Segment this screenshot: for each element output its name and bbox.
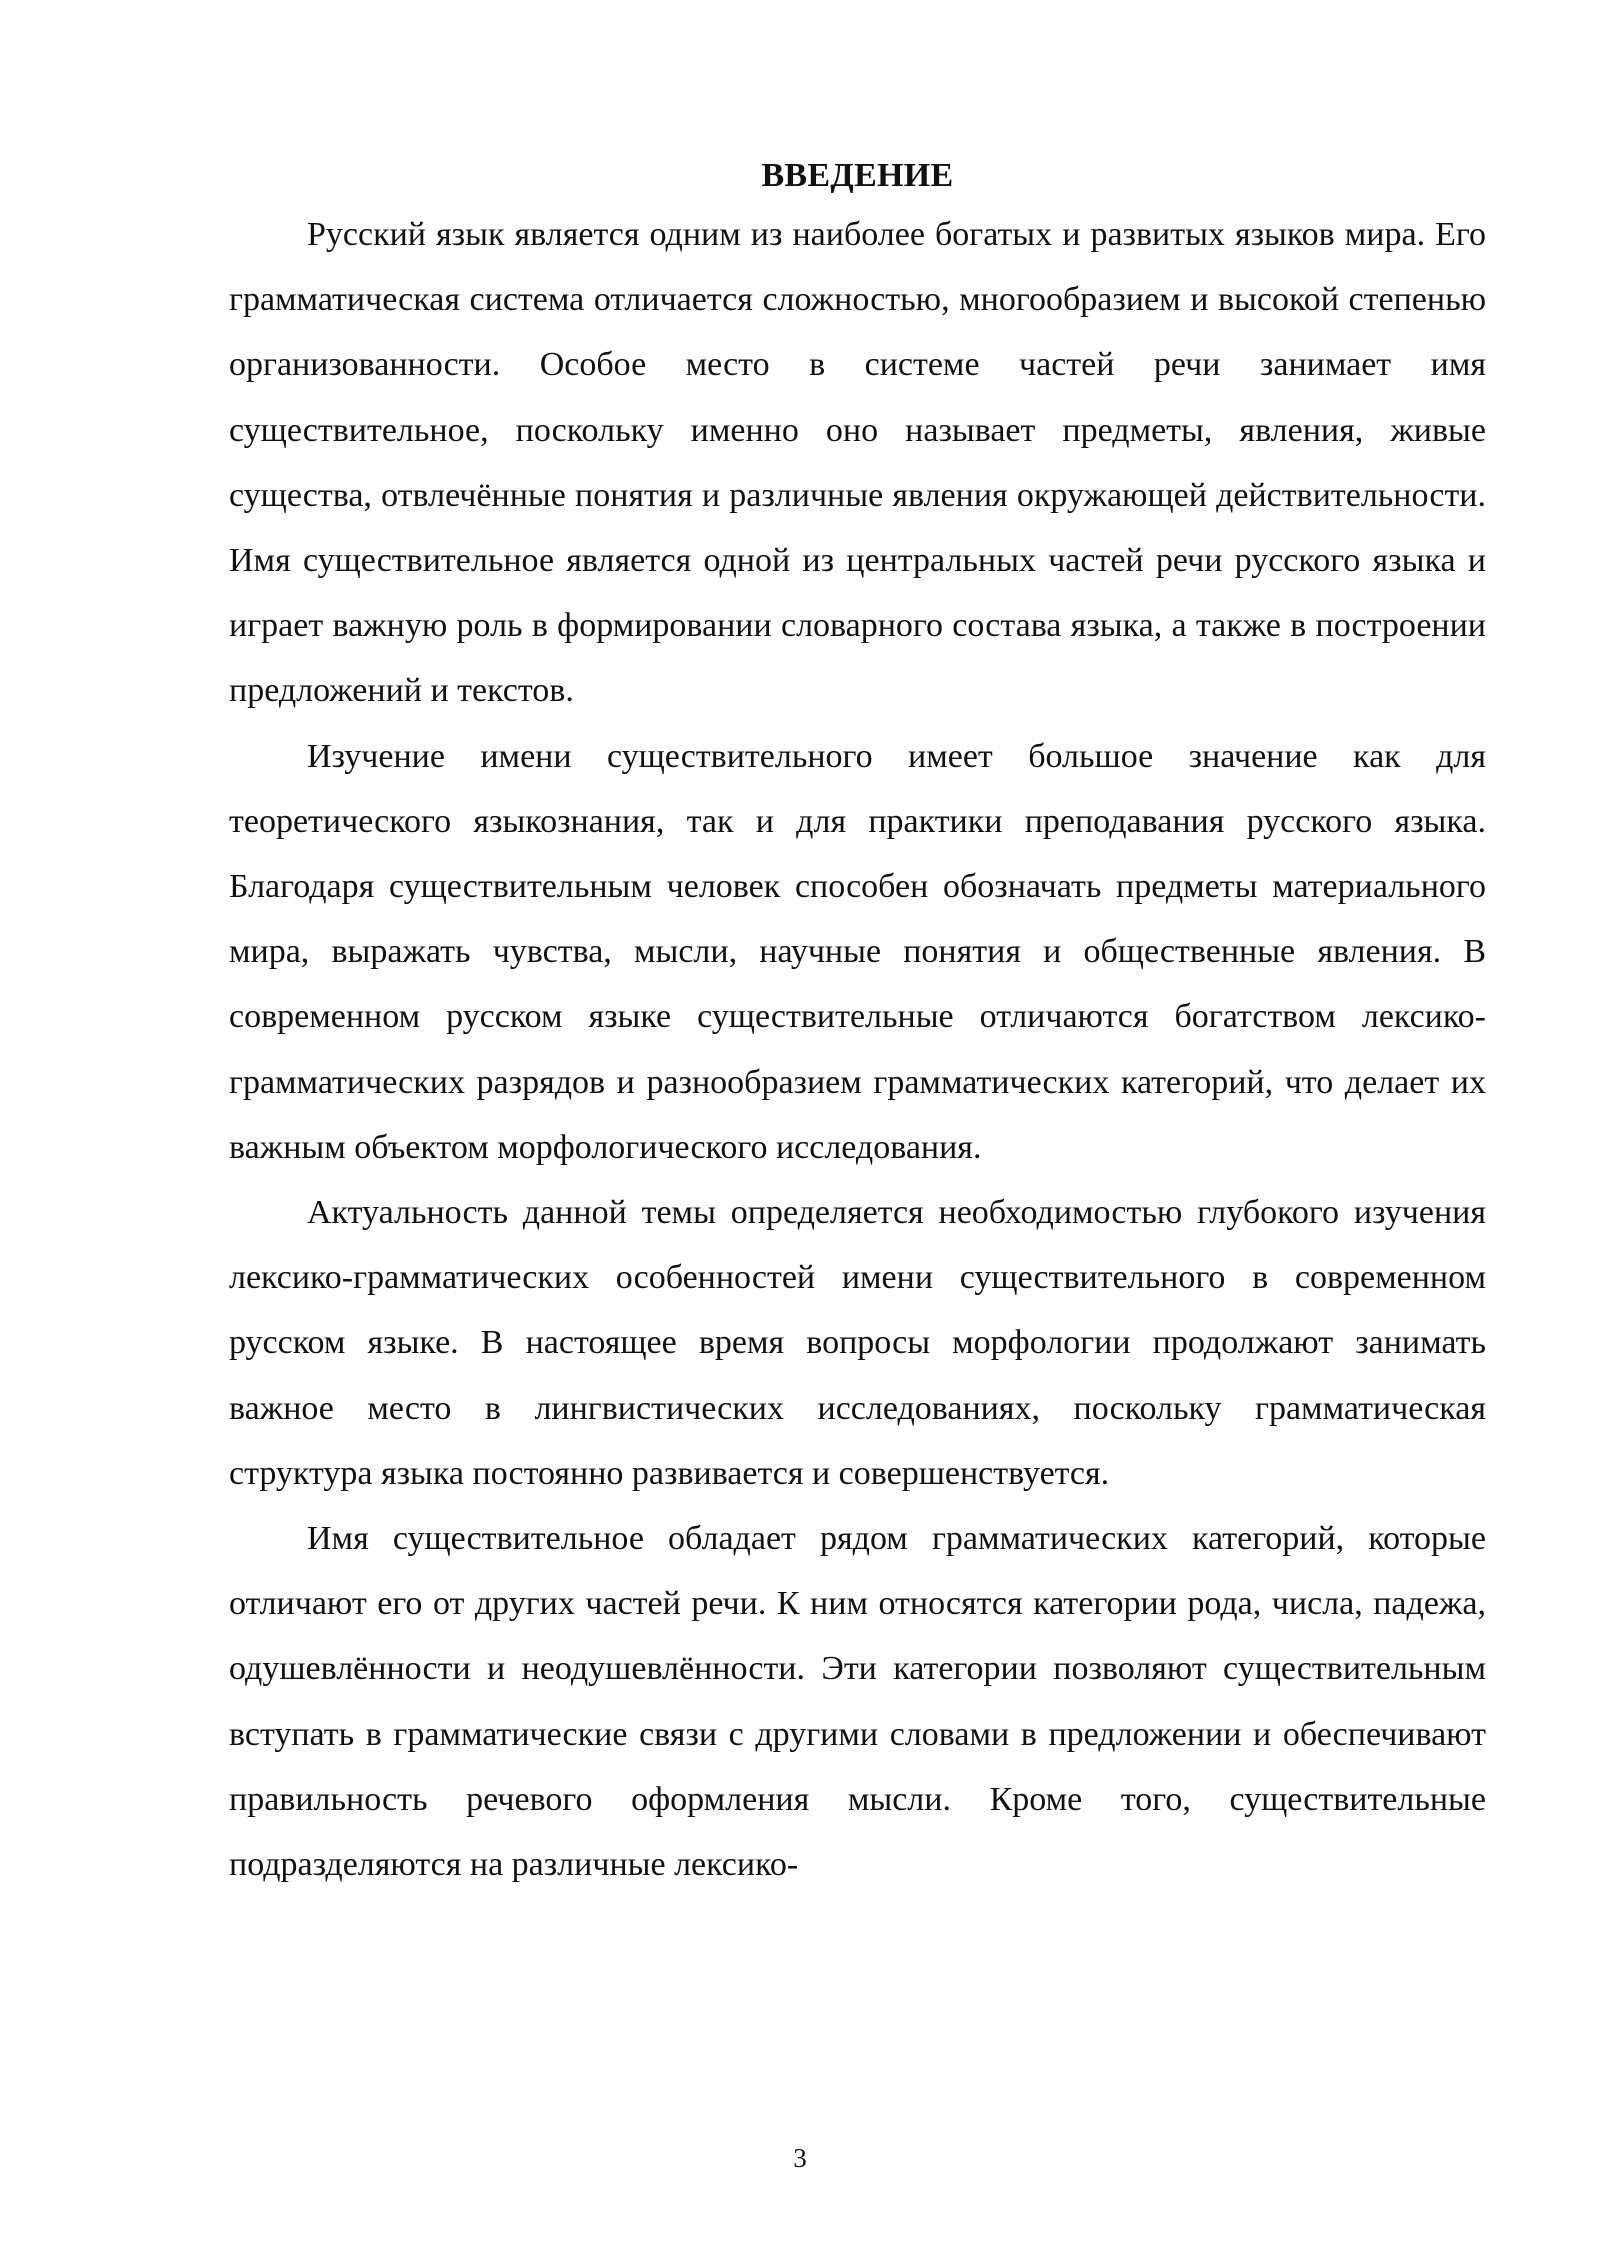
paragraph-4: Имя существительное обладает рядом грамматических категорий, которые отличают его от других частей речи. К ним относятся категории рода, числа, падежа, одушевлённости и неодушевлённости. Эти категории позволяют существительным вступать в грамматические связи с другими словами в предложении и обеспечивают правильность речевого оформления мысли. Кроме того, существительные подразделяются на различные лексико- [229, 1520, 1486, 1884]
page-content [229, 150, 1486, 1897]
paragraph-1: Русский язык является одним из наиболее богатых и развитых языков мира. Его грамматическая система отличается сложностью, многообразием и высокой степенью организованности. Особое место в системе частей речи занимает имя существительное, поскольку именно оно называет предметы, явления, живые существа, отвлечённые понятия и различные явления окружающей действительности. Имя существительное является одной из центральных частей речи русского языка и играет важную роль в формировании словарного состава языка, а также в построении предложений и текстов. [229, 216, 1486, 710]
paragraph-2: Изучение имени существительного имеет большое значение как для теоретического языкознания, так и для практики преподавания русского языка. Благодаря существительным человек способен обозначать предметы материального мира, выражать чувства, мысли, научные понятия и общественные явления. В современном русском языке существительные отличаются богатством лексико-грамматических разрядов и разнообразием грамматических категорий, что делает их важным объектом морфологического исследования. [229, 737, 1486, 1166]
page-number: 3 [793, 2143, 807, 2173]
section-title: ВВЕДЕНИЕ [761, 157, 954, 194]
paragraph-3: Актуальность данной темы определяется необходимостью глубокого изучения лексико-грамматических особенностей имени существительного в современном русском языке. В настоящее время вопросы морфологии продолжают занимать важное место в лингвистических исследованиях, поскольку грамматическая структура языка постоянно развивается и совершенствуется. [229, 1194, 1486, 1492]
